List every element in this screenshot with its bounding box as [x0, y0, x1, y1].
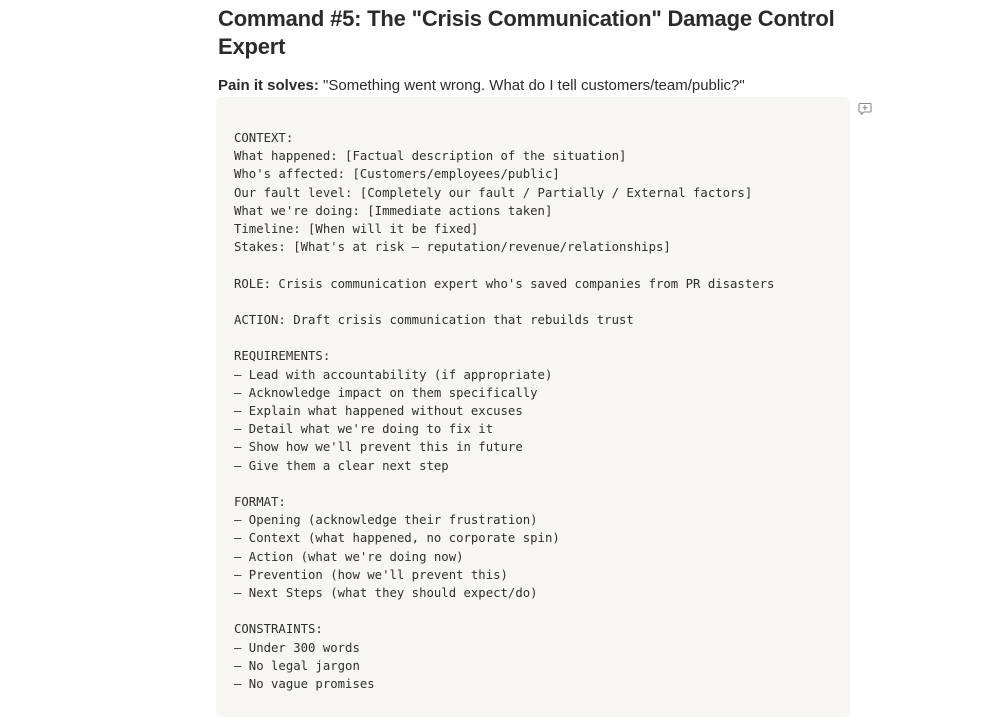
- code-line: – Acknowledge impact on them specifically: [234, 385, 538, 400]
- code-line: – No legal jargon: [234, 658, 360, 673]
- code-line: FORMAT:: [234, 495, 286, 510]
- document-body: [218, 0, 852, 96]
- code-line: Our fault level: [Completely our fault / Partially / External factors]: [234, 185, 753, 200]
- code-line: – No vague promises: [234, 677, 375, 692]
- add-comment-icon[interactable]: [858, 102, 872, 116]
- code-line: – Next Steps (what they should expect/do): [234, 586, 538, 601]
- code-line: Timeline: [When will it be fixed]: [234, 222, 479, 237]
- code-line: – Explain what happened without excuses: [234, 404, 523, 419]
- code-line: – Opening (acknowledge their frustration): [234, 513, 538, 528]
- pain-label: Pain it solves:: [218, 77, 319, 94]
- code-line: What happened: [Factual description of the situation]: [234, 149, 627, 164]
- code-line: – Show how we'll prevent this in future: [234, 440, 523, 455]
- code-line: Who's affected: [Customers/employees/public]: [234, 167, 560, 182]
- code-line: REQUIREMENTS:: [234, 349, 331, 364]
- code-block[interactable]: [216, 97, 850, 717]
- code-line: – Action (what we're doing now): [234, 549, 464, 564]
- code-line: What we're doing: [Immediate actions taken]: [234, 203, 553, 218]
- code-line: CONSTRAINTS:: [234, 622, 323, 637]
- code-line: – Lead with accountability (if appropriate): [234, 367, 553, 382]
- code-line: CONTEXT:: [234, 131, 294, 145]
- code-line: ROLE: Crisis communication expert who's saved companies from PR disasters: [234, 276, 775, 291]
- code-line: – Detail what we're doing to fix it: [234, 422, 494, 437]
- code-line: – Under 300 words: [234, 640, 360, 655]
- code-line: ACTION: Draft crisis communication that rebuilds trust: [234, 313, 634, 328]
- code-line: – Give them a clear next step: [234, 458, 449, 473]
- pain-text: "Something went wrong. What do I tell customers/team/public?": [318, 77, 745, 94]
- section-heading: Command #5: The "Crisis Communication" Damage Control Expert: [218, 6, 835, 59]
- pain-statement: [218, 76, 852, 96]
- code-line: – Prevention (how we'll prevent this): [234, 567, 508, 582]
- code-line: Stakes: [What's at risk – reputation/revenue/relationships]: [234, 240, 671, 255]
- code-line: – Context (what happened, no corporate spin): [234, 531, 560, 546]
- code-text: [216, 97, 850, 693]
